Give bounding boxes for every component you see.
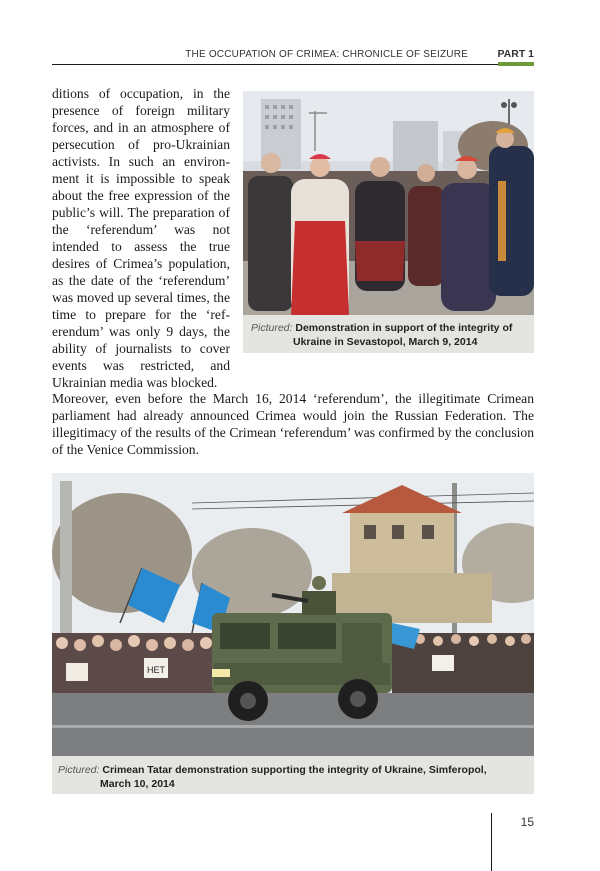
caption-text-line1: Crimean Tatar demonstration supporting the integrity of Ukraine, Simferopol, <box>102 764 487 776</box>
caption-photo-simferopol <box>52 756 534 794</box>
part-label: PART 1 <box>497 48 534 60</box>
photo-simferopol-armored-vehicle <box>52 473 534 756</box>
caption-label: Pictured: <box>251 322 293 334</box>
body-paragraph-full: Moreover, even before the March 16, 2014 ‘referendum’, the illegitimate Crimean parliament had already announced Crimea would join the Russian Federation. The illegitimacy of the results of the Crimean ‘referendum’ was confirmed by the conclusion of the Venice Commission. <box>52 391 534 457</box>
part-underline <box>498 62 534 66</box>
footer-rule <box>491 813 492 871</box>
body-paragraph-left: ditions of occupation, in the presence of foreign military forces, and in an atmosphere of persecution of pro-Ukrainian activists. In such an environment it is impossible to speak about the free expression of the public’s will. The preparation of the ‘referendum’ was not intended to assess the true desires of Crimea’s population, as the date of the ‘referendum’ was moved up several times, the time to prepare for the ‘referendum’ was only 9 days, the ability of journalists to cover events was restricted, and Ukrainian media was blocked. <box>52 86 230 390</box>
caption-label: Pictured: <box>58 764 100 776</box>
page-number: 15 <box>520 815 534 829</box>
caption-text-line2: Ukraine in Sevastopol, March 9, 2014 <box>293 336 478 348</box>
photo-sevastopol-demonstration <box>243 91 534 315</box>
caption-text-line2: March 10, 2014 <box>100 778 175 790</box>
running-header <box>52 46 534 65</box>
caption-photo-sevastopol <box>243 315 534 353</box>
running-header-title: THE OCCUPATION OF CRIMEA: CHRONICLE OF SEIZURE <box>185 49 468 60</box>
caption-text-line1: Demonstration in support of the integrity of <box>295 322 513 334</box>
protest-sign-text: НЕТ <box>147 665 165 675</box>
